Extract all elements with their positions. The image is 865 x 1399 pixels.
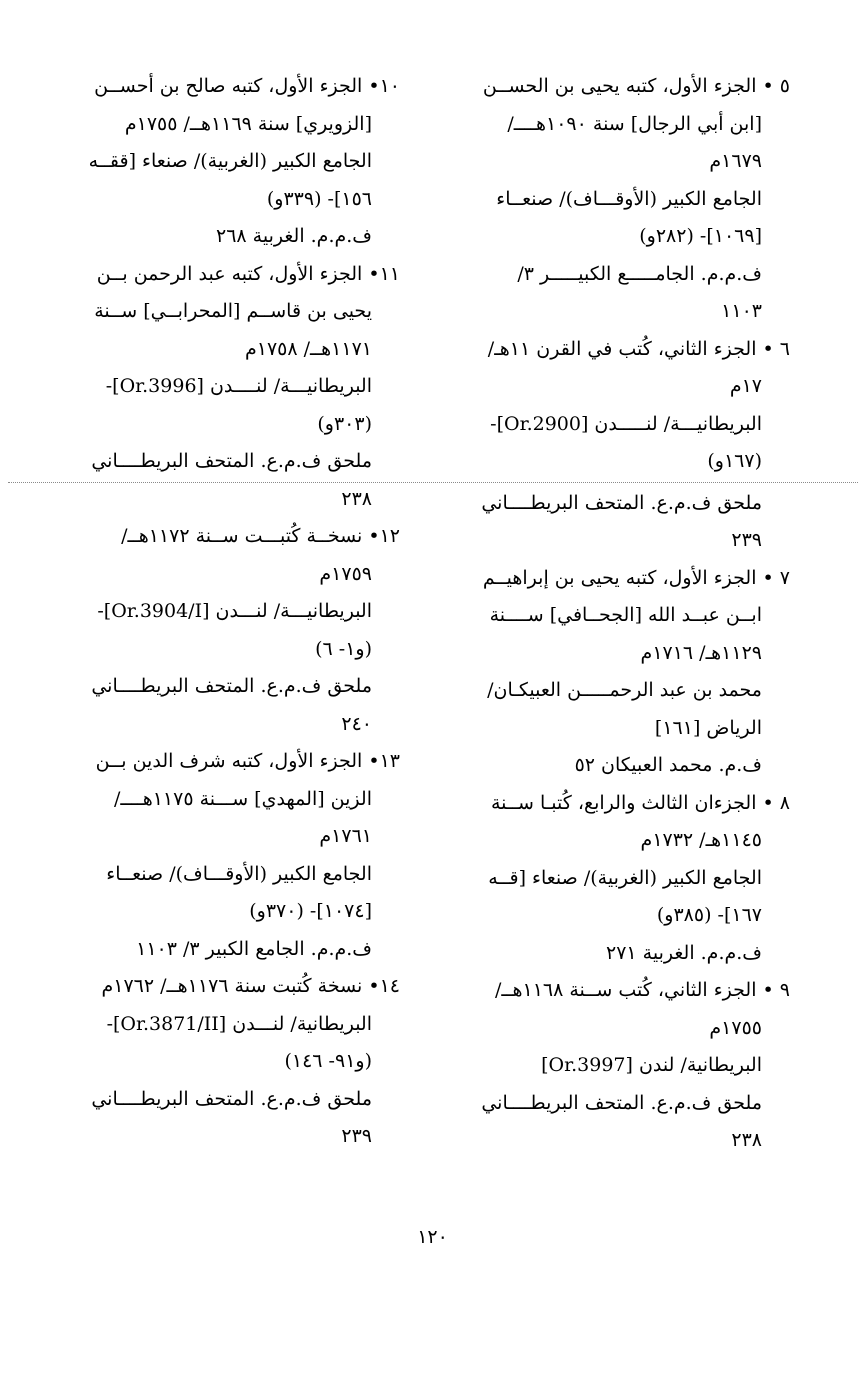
entry-line: ١٢• نسخــة كُتبـــت ســنة ١١٧٢هــ/ bbox=[121, 525, 400, 547]
entry-line: ف.م.م. الجامـــــع الكبيـــــر ٣/ bbox=[517, 262, 762, 285]
scan-dotted-rule bbox=[8, 482, 858, 483]
entry-line: [١٠٧٤]- (٣٧٠و) bbox=[249, 900, 372, 922]
entry-line: ف.م.م. الجامع الكبير ٣/ ١١٠٣ bbox=[136, 937, 372, 960]
entry-line: ملحق ف.م.ع. المتحف البريطــــاني bbox=[481, 1091, 762, 1114]
catalog-entry-12 bbox=[55, 518, 400, 743]
entry-line: ١٧٥٥م bbox=[709, 1016, 762, 1039]
entry-line: ملحق ف.م.ع. المتحف البريطــــاني bbox=[91, 1087, 372, 1110]
left-column bbox=[55, 68, 400, 1156]
entry-line: ٥ • الجزء الأول، كتبه يحيى بن الحســن bbox=[482, 75, 790, 97]
entry-line: الجامع الكبير (الأوقـــاف)/ صنعــاء bbox=[496, 187, 762, 210]
entry-line: ١١٢٩هـ/ ١٧١٦م bbox=[640, 641, 762, 664]
entry-line: ١٤• نسخة كُتبت سنة ١١٧٦هــ/ ١٧٦٢م bbox=[101, 975, 400, 997]
entry-line: ٢٣٩ bbox=[731, 529, 762, 551]
entry-line: محمد بن عبد الرحمـــــن العبيكـان/ bbox=[487, 679, 762, 701]
entry-line: ١١٠٣ bbox=[721, 300, 762, 322]
entry-line: ٢٣٨ bbox=[731, 1129, 762, 1151]
entry-line: ف.م.م. الغربية ٢٧١ bbox=[606, 941, 762, 964]
entry-line: ٢٤٠ bbox=[341, 712, 372, 735]
entry-line: (و٩١- ١٤٦) bbox=[284, 1050, 372, 1072]
entry-line: ١١٧١هــ/ ١٧٥٨م bbox=[244, 337, 372, 360]
page-number: ١٢٠ bbox=[417, 1226, 448, 1248]
entry-line: ٧ • الجزء الأول، كتبه يحيى بن إبراهيــم bbox=[482, 566, 790, 589]
entry-line: ملحق ف.م.ع. المتحف البريطــــاني bbox=[91, 450, 372, 472]
entry-line: ١٣• الجزء الأول، كتبه شرف الدين بــن bbox=[95, 750, 400, 772]
entry-line: الرياض [١٦١] bbox=[654, 716, 762, 739]
entry-line: البريطانية/ لنـــدن [Or.3871/II]- bbox=[106, 1012, 372, 1035]
entry-line: البريطانيـــة/ لنـــدن [Or.3904/I]- bbox=[97, 600, 372, 622]
entry-line: ف.م.م. الغربية ٢٦٨ bbox=[216, 225, 372, 247]
entry-line: ابــن عبــد الله [الجحــافي] ســــنة bbox=[489, 604, 762, 626]
entry-line: ١٥٦]- (٣٣٩و) bbox=[266, 187, 372, 210]
entry-line: ٢٣٨ bbox=[341, 487, 372, 510]
entry-line: ١٧٥٩م bbox=[319, 562, 372, 585]
entry-line: ٩ • الجزء الثاني، كُتب ســنة ١١٦٨هــ/ bbox=[494, 979, 790, 1001]
entry-line: ١١٤٥هـ/ ١٧٣٢م bbox=[640, 829, 762, 851]
entry-line: (٣٠٣و) bbox=[317, 412, 372, 435]
catalog-entry-14 bbox=[55, 968, 400, 1156]
entry-line: (و١- ٦) bbox=[315, 637, 372, 660]
catalog-entry-13 bbox=[55, 743, 400, 968]
entry-line: [ابن أبي الرجال] سنة ١٠٩٠هــــ/ bbox=[507, 112, 762, 135]
entry-line: ١٦٧٩م bbox=[709, 150, 762, 172]
catalog-entry-7 bbox=[450, 560, 790, 785]
entry-line: يحيى بن قاســم [المحرابــي] ســنة bbox=[94, 300, 372, 322]
entry-line: البريطانيـــة/ لنـــــدن [Or.2900]- bbox=[490, 412, 762, 435]
entry-line: ملحق ف.م.ع. المتحف البريطــــاني bbox=[91, 675, 372, 697]
catalog-entry-5 bbox=[450, 68, 790, 331]
entry-line: ١٧م bbox=[729, 375, 762, 397]
entry-line: ٢٣٩ bbox=[341, 1125, 372, 1147]
entry-line: البريطانيـــة/ لنــــدن [Or.3996]- bbox=[105, 375, 372, 397]
entry-line: ٨ • الجزءان الثالث والرابع، كُتبـا ســنة bbox=[490, 791, 790, 814]
entry-line: ف.م. محمد العبيكان ٥٢ bbox=[574, 754, 762, 776]
catalog-entry-6 bbox=[450, 331, 790, 560]
entry-line: ٦ • الجزء الثاني، كُتب في القرن ١١هـ/ bbox=[487, 337, 790, 360]
entry-line: [الزويري] سنة ١١٦٩هــ/ ١٧٥٥م bbox=[124, 112, 372, 135]
entry-line: الجامع الكبير (الغربية)/ صنعاء [قــه bbox=[488, 866, 762, 889]
entry-line: (١٦٧و) bbox=[707, 450, 762, 472]
catalog-entry-11 bbox=[55, 256, 400, 519]
entry-line: ١٠• الجزء الأول، كتبه صالح بن أحســن bbox=[94, 75, 400, 97]
entry-line: ١٦٧]- (٣٨٥و) bbox=[656, 904, 762, 926]
right-column bbox=[450, 68, 790, 1160]
entry-line: ملحق ف.م.ع. المتحف البريطــــاني bbox=[481, 491, 762, 514]
entry-line: البريطانية/ لندن [Or.3997] bbox=[541, 1054, 762, 1076]
entry-line: ١١• الجزء الأول، كتبه عبد الرحمن بــن bbox=[96, 262, 400, 285]
entry-line: ١٧٦١م bbox=[319, 825, 372, 847]
catalog-entry-9 bbox=[450, 972, 790, 1160]
entry-line: الزين [المهدي] ســـنة ١١٧٥هــــ/ bbox=[114, 787, 372, 810]
entry-line: الجامع الكبير (الغربية)/ صنعاء [ققــه bbox=[88, 150, 372, 172]
catalog-entry-10 bbox=[55, 68, 400, 256]
catalog-entry-8 bbox=[450, 785, 790, 973]
entry-line: الجامع الكبير (الأوقـــاف)/ صنعــاء bbox=[106, 862, 372, 885]
entry-line: [١٠٦٩]- (٢٨٢و) bbox=[639, 225, 762, 247]
